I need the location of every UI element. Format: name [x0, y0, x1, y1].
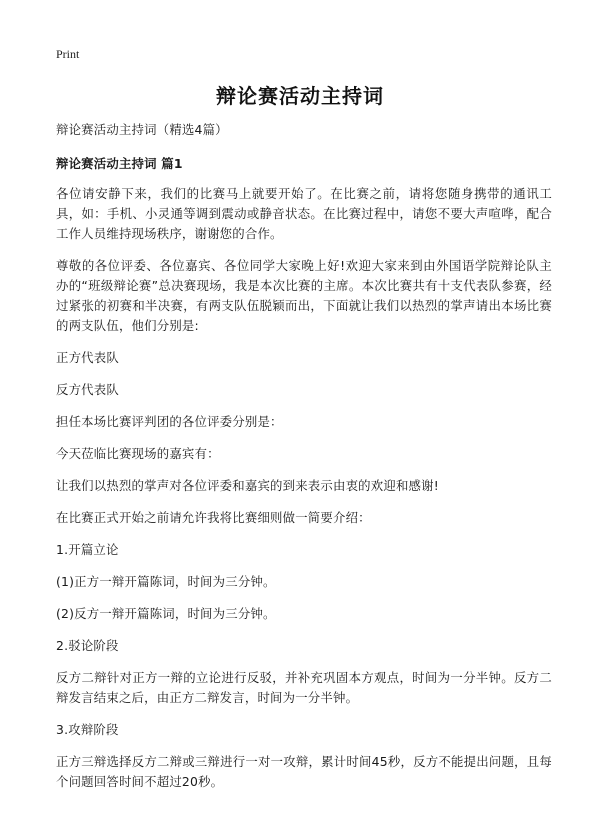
paragraph-thanks: 让我们以热烈的掌声对各位评委和嘉宾的到来表示由衷的欢迎和感谢!: [56, 478, 439, 493]
print-label: Print: [56, 47, 80, 61]
paragraph-stage-2-body: 反方二辩针对正方一辩的立论进行反驳，并补充巩固本方观点，时间为一分半钟。反方二辩发言结束之后，由正方二辩发言，时间为一分半钟。: [56, 670, 552, 705]
section-heading: 辩论赛活动主持词 篇1: [56, 156, 183, 171]
paragraph-stage-1-heading: 1.开篇立论: [56, 542, 119, 557]
document-body: [56, 120, 552, 804]
paragraph-stage-1-item-2: (2)反方一辩开篇陈词，时间为三分钟。: [56, 606, 276, 621]
paragraph-negative-team: 反方代表队: [56, 382, 119, 397]
paragraph-stage-1-item-1: (1)正方一辩开篇陈词，时间为三分钟。: [56, 574, 276, 589]
paragraph-judges: 担任本场比赛评判团的各位评委分别是：: [56, 414, 283, 429]
paragraph-stage-2-heading: 2.驳论阶段: [56, 638, 119, 653]
paragraph-affirmative-team: 正方代表队: [56, 350, 119, 365]
paragraph-intro-notice: 各位请安静下来，我们的比赛马上就要开始了。在比赛之前，请将您随身携带的通讯工具，如：手机、小灵通等调到震动或静音状态。在比赛过程中，请您不要大声喧哗，配合工作人员维持现场秩序，谢谢您的合作。: [56, 186, 552, 241]
paragraph-stage-3-body: 正方三辩选择反方二辩或三辩进行一对一攻辩，累计时间45秒，反方不能提出问题，且每个问题回答时间不超过20秒。: [56, 754, 552, 789]
paragraph-welcome: 尊敬的各位评委、各位嘉宾、各位同学大家晚上好!欢迎大家来到由外国语学院辩论队主办的“班级辩论赛”总决赛现场，我是本次比赛的主席。本次比赛共有十支代表队参赛，经过紧张的初赛和半决赛，有两支队伍脱颖而出，下面就让我们以热烈的掌声请出本场比赛的两支队伍，他们分别是:: [56, 258, 552, 333]
document-subtitle: 辩论赛活动主持词（精选4篇）: [56, 122, 228, 137]
paragraph-guests: 今天莅临比赛现场的嘉宾有：: [56, 446, 220, 461]
paragraph-rules-intro: 在比赛正式开始之前请允许我将比赛细则做一简要介绍：: [56, 510, 371, 525]
paragraph-stage-3-heading: 3.攻辩阶段: [56, 722, 119, 737]
document-title: 辩论赛活动主持词: [216, 84, 384, 108]
